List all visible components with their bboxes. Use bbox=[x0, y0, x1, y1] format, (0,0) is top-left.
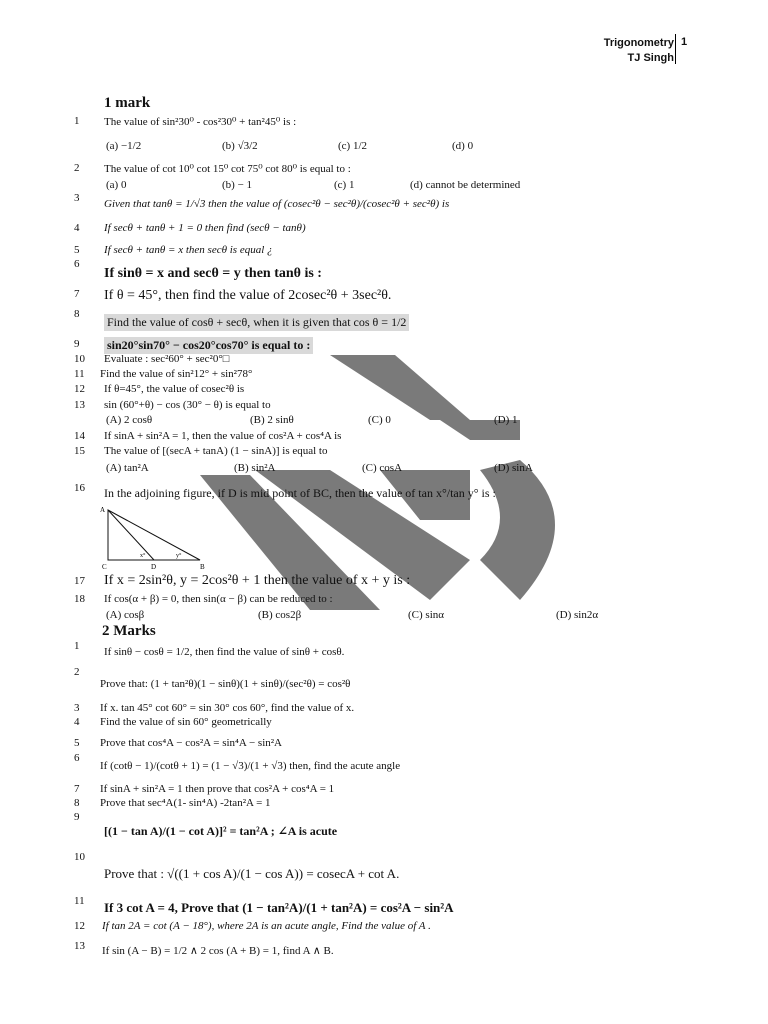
option: (a) −1/2 bbox=[106, 140, 142, 152]
question-number: 18 bbox=[74, 593, 85, 605]
question-number: 14 bbox=[74, 430, 85, 442]
section-title-two-marks: 2 Marks bbox=[102, 623, 156, 639]
question-number: 11 bbox=[74, 368, 85, 380]
option: (d) 0 bbox=[452, 140, 474, 152]
question-text: Find the value of cosθ + secθ, when it is given that cos θ = 1/2 bbox=[104, 314, 409, 331]
header-divider bbox=[675, 34, 676, 64]
header-block bbox=[604, 36, 674, 66]
label-a: A bbox=[100, 506, 106, 514]
triangle-figure bbox=[100, 505, 210, 575]
question-text: sin20°sin70° − cos20°cos70° is equal to : bbox=[104, 337, 313, 354]
question-number: 13 bbox=[74, 940, 85, 952]
question-number: 1 bbox=[74, 115, 80, 127]
question-text: If secθ + tanθ = x then secθ is equal ¿ bbox=[104, 244, 273, 256]
question-text: [(1 − tan A)/(1 − cot A)]² = tan²A ; ∠A is acute bbox=[104, 824, 338, 838]
question-number: 8 bbox=[74, 797, 80, 809]
question-number: 5 bbox=[74, 737, 80, 749]
option: (D) 1 bbox=[494, 414, 518, 426]
question-text: If 3 cot A = 4, Prove that (1 − tan²A)/(1 + tan²A) = cos²A − sin²A bbox=[104, 900, 454, 915]
option: (C) 0 bbox=[368, 414, 391, 426]
question-text: In the adjoining figure, if D is mid point of BC, then the value of tan x°/tan y° is : bbox=[104, 486, 496, 500]
option: (B) cos2β bbox=[258, 609, 302, 621]
question-text: If x. tan 45° cot 60° = sin 30° cos 60°, find the value of x. bbox=[100, 702, 355, 714]
label-d: D bbox=[151, 563, 157, 571]
option: (b) √3/2 bbox=[222, 140, 258, 152]
question-text: The value of sin²30⁰ - cos²30⁰ + tan²45⁰ is : bbox=[104, 116, 297, 128]
question-number: 7 bbox=[74, 288, 80, 300]
option: (c) 1/2 bbox=[338, 140, 368, 152]
label-c: C bbox=[102, 563, 107, 571]
question-text: If secθ + tanθ + 1 = 0 then find (secθ − tanθ) bbox=[104, 222, 306, 234]
option: (c) 1 bbox=[334, 179, 355, 191]
question-number: 6 bbox=[74, 752, 80, 764]
question-number: 2 bbox=[74, 666, 80, 678]
question-text: If sin (A − B) = 1/2 ∧ 2 cos (A + B) = 1, find A ∧ B. bbox=[102, 945, 334, 957]
option: (b) − 1 bbox=[222, 179, 253, 191]
question-text: Given that tanθ = 1/√3 then the value of (cosec²θ − sec²θ)/(cosec²θ + sec²θ) is bbox=[104, 198, 450, 210]
label-b: B bbox=[200, 563, 205, 571]
watermark-shape bbox=[330, 355, 470, 420]
question-number: 13 bbox=[74, 399, 85, 411]
question-number: 5 bbox=[74, 244, 80, 256]
question-text: Prove that sec⁴A(1- sin⁴A) -2tan²A = 1 bbox=[100, 797, 271, 809]
option: (C) sinα bbox=[408, 609, 445, 621]
median-ad bbox=[108, 510, 154, 560]
question-number: 2 bbox=[74, 162, 80, 174]
question-number: 1 bbox=[74, 640, 80, 652]
watermark-shape bbox=[480, 460, 555, 600]
question-text: If sinA + sin²A = 1 then prove that cos²A + cos⁴A = 1 bbox=[100, 783, 335, 795]
option: (A) tan²A bbox=[106, 462, 149, 474]
question-number: 12 bbox=[74, 383, 85, 395]
question-text: If tan 2A = cot (A − 18°), where 2A is an acute angle, Find the value of A . bbox=[102, 920, 431, 932]
question-number: 16 bbox=[74, 482, 85, 494]
question-number: 3 bbox=[74, 702, 80, 714]
question-number: 8 bbox=[74, 308, 80, 320]
question-number: 17 bbox=[74, 575, 85, 587]
option: (B) sin²A bbox=[234, 462, 276, 474]
question-text: If sinθ = x and secθ = y then tanθ is : bbox=[104, 266, 322, 281]
question-number: 9 bbox=[74, 338, 80, 350]
option: (A) cosβ bbox=[106, 609, 145, 621]
option: (D) sin2α bbox=[556, 609, 599, 621]
question-text: Find the value of sin²12° + sin²78° bbox=[100, 368, 253, 380]
label-x: x° bbox=[140, 553, 146, 559]
option: (B) 2 sinθ bbox=[250, 414, 294, 426]
question-number: 3 bbox=[74, 192, 80, 204]
question-text: Prove that : √((1 + cos A)/(1 − cos A)) = cosecA + cot A. bbox=[104, 866, 400, 881]
option: (d) cannot be determined bbox=[410, 179, 521, 191]
question-text: If x = 2sin²θ, y = 2cos²θ + 1 then the value of x + y is : bbox=[104, 573, 411, 588]
question-text: The value of [(secA + tanA) (1 − sinA)] is equal to bbox=[104, 445, 328, 457]
question-text: If sinθ − cosθ = 1/2, then find the value of sinθ + cosθ. bbox=[104, 646, 345, 658]
section-title-one-mark: 1 mark bbox=[104, 95, 151, 111]
question-text: Evaluate : sec²60° + sec²0°□ bbox=[104, 353, 230, 365]
question-text: If cos(α + β) = 0, then sin(α − β) can be reduced to : bbox=[104, 593, 333, 605]
option: (D) sinA bbox=[494, 462, 533, 474]
question-number: 12 bbox=[74, 920, 85, 932]
question-text: The value of cot 10⁰ cot 15⁰ cot 75⁰ cot 80⁰ is equal to : bbox=[104, 163, 351, 175]
option: (A) 2 cosθ bbox=[106, 414, 153, 426]
question-number: 6 bbox=[74, 258, 80, 270]
question-number: 10 bbox=[74, 353, 85, 365]
question-number: 7 bbox=[74, 783, 80, 795]
question-text: If θ = 45°, then find the value of 2cosec²θ + 3sec²θ. bbox=[104, 288, 392, 303]
question-text: Prove that: (1 + tan²θ)(1 − sinθ)(1 + sinθ)/(sec²θ) = cos²θ bbox=[100, 678, 351, 690]
question-text: If sinA + sin²A = 1, then the value of cos²A + cos⁴A is bbox=[104, 430, 342, 442]
question-number: 10 bbox=[74, 851, 85, 863]
page-number: 1 bbox=[681, 36, 688, 48]
question-text: If (cotθ − 1)/(cotθ + 1) = (1 − √3)/(1 + √3) then, find the acute angle bbox=[100, 760, 401, 772]
question-number: 11 bbox=[74, 895, 85, 907]
header-title: Trigonometry bbox=[603, 37, 674, 49]
option: (C) cosA bbox=[362, 462, 403, 474]
triangle-abc bbox=[108, 510, 200, 560]
question-text: sin (60°+θ) − cos (30° − θ) is equal to bbox=[104, 399, 271, 411]
question-text: Prove that cos⁴A − cos²A = sin⁴A − sin²A bbox=[100, 737, 282, 749]
question-number: 4 bbox=[74, 716, 80, 728]
label-y: y° bbox=[176, 553, 182, 559]
question-number: 4 bbox=[74, 222, 80, 234]
question-number: 15 bbox=[74, 445, 85, 457]
question-number: 9 bbox=[74, 811, 80, 823]
question-text: If θ=45°, the value of cosec²θ is bbox=[104, 383, 245, 395]
header-author: TJ Singh bbox=[627, 52, 674, 64]
question-text: Find the value of sin 60° geometrically bbox=[100, 716, 272, 728]
option: (a) 0 bbox=[106, 179, 127, 191]
